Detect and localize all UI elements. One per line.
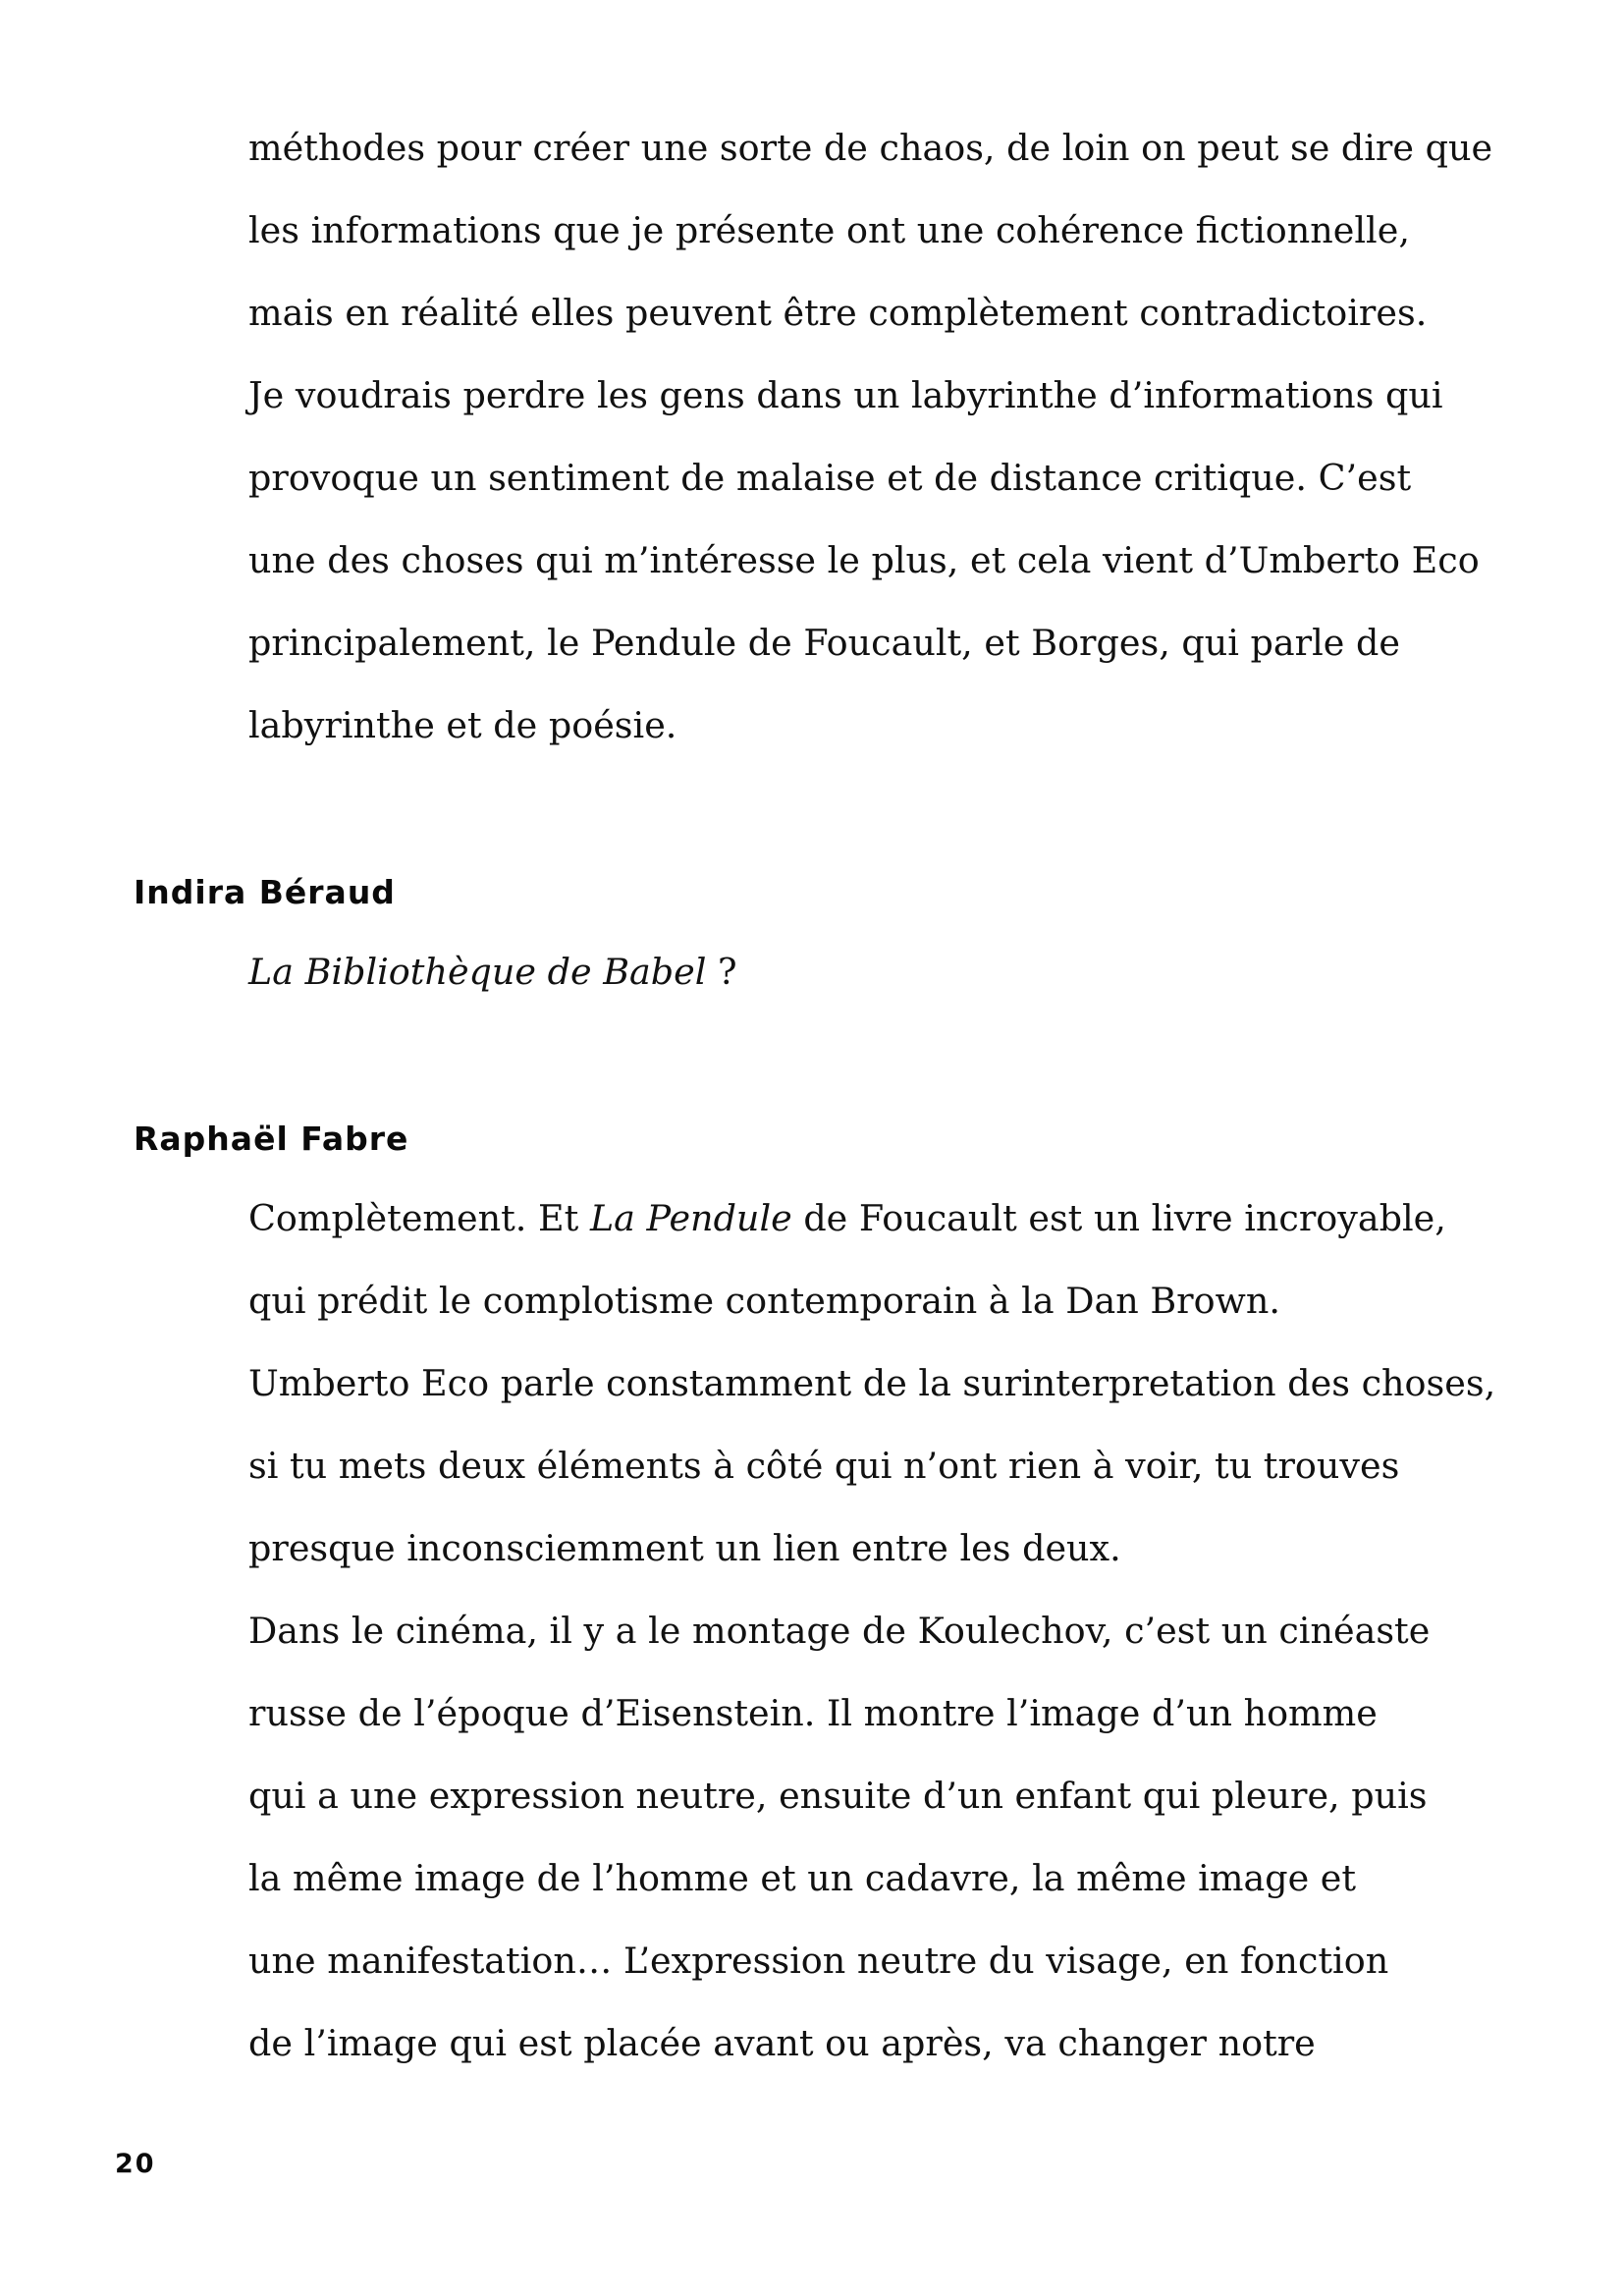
text-line: Dans le cinéma, il y a le montage de Koulechov, c’est un cinéaste — [248, 1610, 1431, 1652]
speaker-name: Indira Béraud — [134, 873, 396, 911]
text-line: principalement, le Pendule de Foucault, et Borges, qui parle de — [248, 622, 1400, 664]
text-line: si tu mets deux éléments à côté qui n’ont rien à voir, tu trouves — [248, 1445, 1400, 1487]
book-title: La Bibliothèque de Babel — [248, 951, 707, 993]
text-line — [248, 1197, 1446, 1239]
text-line: Umberto Eco parle constamment de la surinterpretation des choses, — [248, 1362, 1496, 1404]
text-line: presque inconsciemment un lien entre les deux. — [248, 1527, 1121, 1569]
text-line: mais en réalité elles peuvent être complètement contradictoires. — [248, 292, 1428, 334]
reply-suffix: ? — [706, 951, 737, 993]
text-line: une manifestation… L’expression neutre du visage, en fonction — [248, 1940, 1389, 1982]
text-line: qui a une expression neutre, ensuite d’un enfant qui pleure, puis — [248, 1775, 1428, 1817]
speaker-reply — [248, 951, 737, 993]
text-line: méthodes pour créer une sorte de chaos, de loin on peut se dire que — [248, 127, 1493, 169]
text-line: russe de l’époque d’Eisenstein. Il montre l’image d’un homme — [248, 1692, 1378, 1734]
text-line: la même image de l’homme et un cadavre, la même image et — [248, 1857, 1357, 1899]
text-line: Je voudrais perdre les gens dans un labyrinthe d’informations qui — [248, 374, 1443, 416]
text-segment: Complètement. Et — [248, 1197, 590, 1239]
speaker-name: Raphaël Fabre — [134, 1120, 409, 1158]
book-title: La Pendule — [589, 1197, 792, 1239]
page-number: 20 — [115, 2149, 156, 2179]
text-line: qui prédit le complotisme contemporain à la Dan Brown. — [248, 1280, 1280, 1322]
text-line: labyrinthe et de poésie. — [248, 704, 677, 746]
text-line: une des choses qui m’intéresse le plus, et cela vient d’Umberto Eco — [248, 539, 1480, 581]
text-line: les informations que je présente ont une cohérence fictionnelle, — [248, 209, 1410, 251]
text-line: provoque un sentiment de malaise et de distance critique. C’est — [248, 457, 1412, 499]
text-line: de l’image qui est placée avant ou après, va changer notre — [248, 2022, 1316, 2064]
text-segment: de Foucault est un livre incroyable, — [791, 1197, 1446, 1239]
